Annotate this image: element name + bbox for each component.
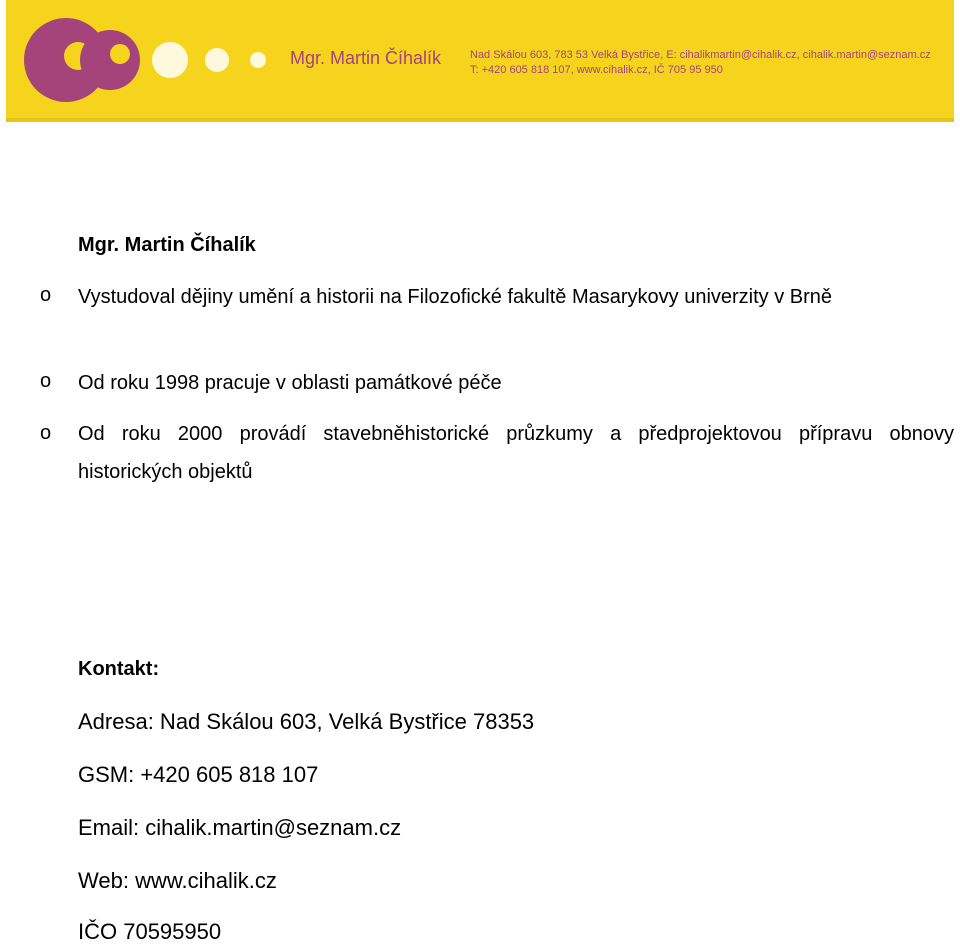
bullet-text: Vystudoval dějiny umění a historii na Filozofické fakultě Masarykovy univerzity v Brně — [78, 286, 833, 308]
contact-heading: Kontakt: — [78, 658, 160, 680]
bullet-marker: o — [40, 284, 52, 306]
contact-gsm: GSM: +420 605 818 107 — [78, 762, 319, 787]
contact-web: Web: www.cihalik.cz — [78, 868, 277, 893]
contact-email: Email: cihalik.martin@seznam.cz — [78, 815, 402, 840]
header-contact-line-1: Nad Skálou 603, 783 53 Velká Bystřice, E: cihalikmartin@cihalik.cz, cihalik.martin@seznam.cz — [470, 49, 931, 61]
bullet-text: Od roku 1998 pracuje v oblasti památkové péče — [78, 372, 502, 394]
bullet-marker: o — [40, 370, 52, 392]
header-name: Mgr. Martin Číhalík — [290, 48, 442, 68]
logo-white-circle-2 — [205, 48, 229, 72]
header-contact — [470, 48, 931, 78]
bullet-marker: o — [40, 422, 52, 444]
contact-address: Adresa: Nad Skálou 603, Velká Bystřice 78353 — [78, 709, 535, 734]
logo-white-circle-3 — [250, 52, 266, 68]
logo-medium-circle — [80, 30, 140, 90]
logo-white-circle-1 — [152, 42, 188, 78]
person-name: Mgr. Martin Číhalík — [78, 234, 256, 256]
header-contact-line-2: T: +420 605 818 107, www.cihalik.cz, IČ 705 95 950 — [470, 64, 723, 76]
header-banner — [6, 0, 954, 122]
logo-inner-dot-2 — [110, 44, 130, 64]
logo — [20, 16, 280, 104]
bullet-text: Od roku 2000 provádí stavebněhistorické průzkumy a předprojektovou přípravu obnovy historických objektů — [78, 423, 954, 483]
contact-ico: IČO 70595950 — [78, 919, 222, 944]
